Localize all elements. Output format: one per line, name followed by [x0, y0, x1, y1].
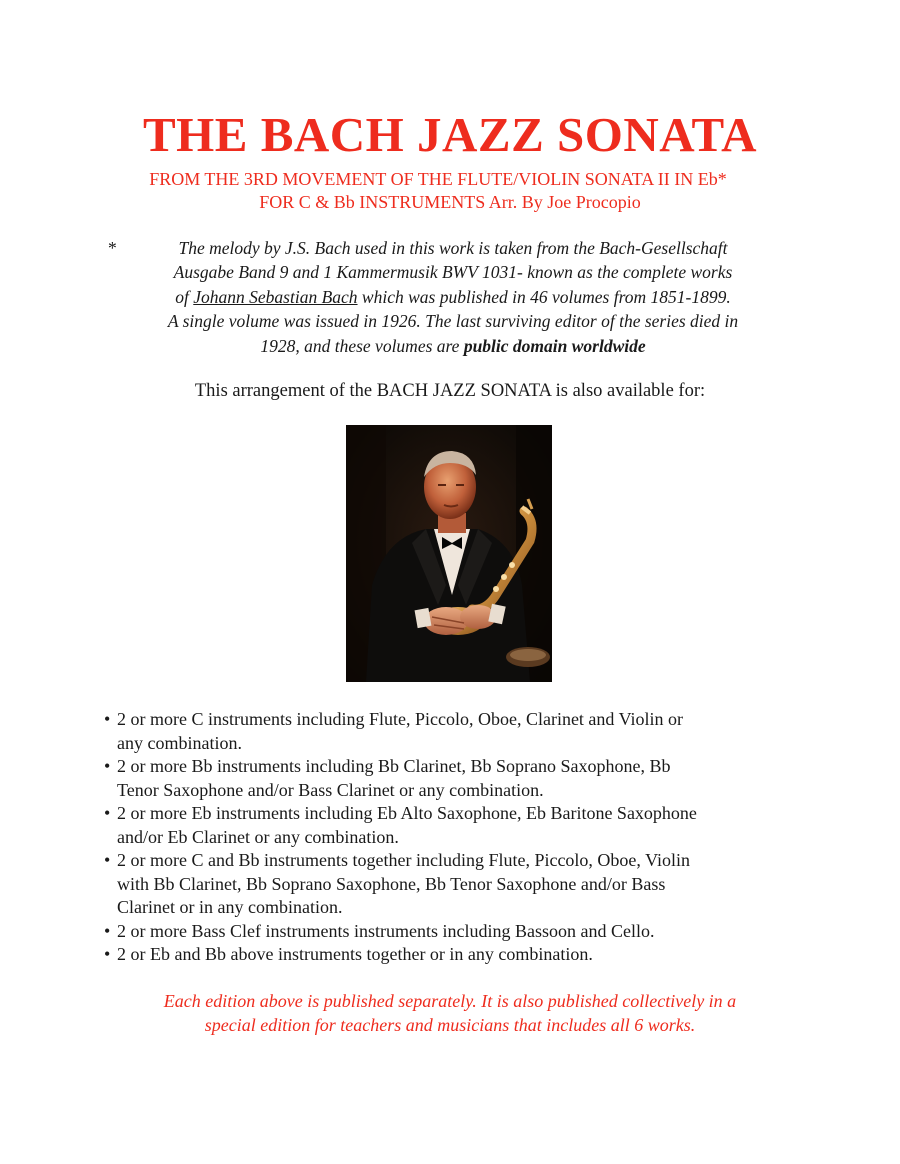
- saxophonist-photo: [346, 425, 552, 682]
- source-footnote: [108, 236, 798, 358]
- footnote-line: Ausgabe Band 9 and 1 Kammermusik BWV 1031- known as the complete works: [173, 262, 733, 283]
- availability-intro: This arrangement of the BACH JAZZ SONATA is also available for:: [194, 381, 706, 401]
- edition-item: [104, 849, 804, 920]
- edition-line: 2 or more C and Bb instruments together including Flute, Piccolo, Oboe, Violin: [117, 850, 691, 870]
- editions-list: [104, 708, 804, 967]
- edition-line: Tenor Saxophone and/or Bass Clarinet or any combination.: [117, 779, 544, 800]
- subtitle-arranger: FOR C & Bb INSTRUMENTS Arr. By Joe Procopio: [259, 192, 641, 212]
- footnote-line: A single volume was issued in 1926. The last surviving editor of the series died in: [167, 311, 739, 332]
- closing-line: special edition for teachers and musicians that includes all 6 works.: [204, 1015, 696, 1035]
- edition-line: Clarinet or in any combination.: [117, 897, 343, 917]
- edition-item: [104, 802, 804, 849]
- bullet-icon: •: [104, 756, 111, 776]
- closing-line: Each edition above is published separately. It is also published collectively in a: [163, 991, 737, 1011]
- footnote-text: which was published in 46 volumes from 1851-1899.: [357, 286, 731, 307]
- edition-line: 2 or more Eb instruments including Eb Alto Saxophone, Eb Baritone Saxophone: [117, 803, 697, 823]
- public-domain-emphasis: public domain worldwide: [463, 335, 646, 356]
- bullet-icon: •: [104, 709, 111, 729]
- subtitle-movement: FROM THE 3RD MOVEMENT OF THE FLUTE/VIOLIN SONATA II IN Eb*: [149, 169, 727, 189]
- edition-line: 2 or Eb and Bb above instruments together or in any combination.: [117, 944, 593, 964]
- edition-item: [104, 708, 804, 755]
- edition-item: [104, 755, 804, 802]
- edition-item: [104, 920, 804, 944]
- composer-link[interactable]: Johann Sebastian Bach: [193, 286, 358, 307]
- edition-line: with Bb Clarinet, Bb Soprano Saxophone, Bb Tenor Saxophone and/or Bass: [117, 873, 666, 894]
- footnote-marker: *: [108, 238, 117, 258]
- page-title: THE BACH JAZZ SONATA: [143, 107, 757, 162]
- edition-line: 2 or more C instruments including Flute, Piccolo, Oboe, Clarinet and Violin or: [117, 709, 684, 729]
- footnote-text: of: [175, 286, 194, 307]
- bullet-icon: •: [104, 803, 111, 823]
- footnote-line: [108, 285, 798, 309]
- edition-line: any combination.: [117, 732, 242, 753]
- footnote-line: [108, 334, 798, 358]
- bullet-icon: •: [104, 920, 111, 941]
- photo-illustration: [346, 425, 552, 682]
- edition-line: 2 or more Bb instruments including Bb Clarinet, Bb Soprano Saxophone, Bb: [117, 756, 671, 776]
- closing-note: [0, 989, 900, 1037]
- edition-item: [104, 943, 804, 967]
- edition-line: 2 or more Bass Clef instruments instruments including Bassoon and Cello.: [117, 920, 655, 941]
- bullet-icon: •: [104, 850, 111, 870]
- footnote-text: 1928, and these volumes are: [260, 335, 464, 356]
- footnote-line: The melody by J.S. Bach used in this work is taken from the Bach-Gesellschaft: [178, 238, 728, 258]
- bullet-icon: •: [104, 944, 111, 964]
- edition-line: and/or Eb Clarinet or any combination.: [117, 826, 399, 847]
